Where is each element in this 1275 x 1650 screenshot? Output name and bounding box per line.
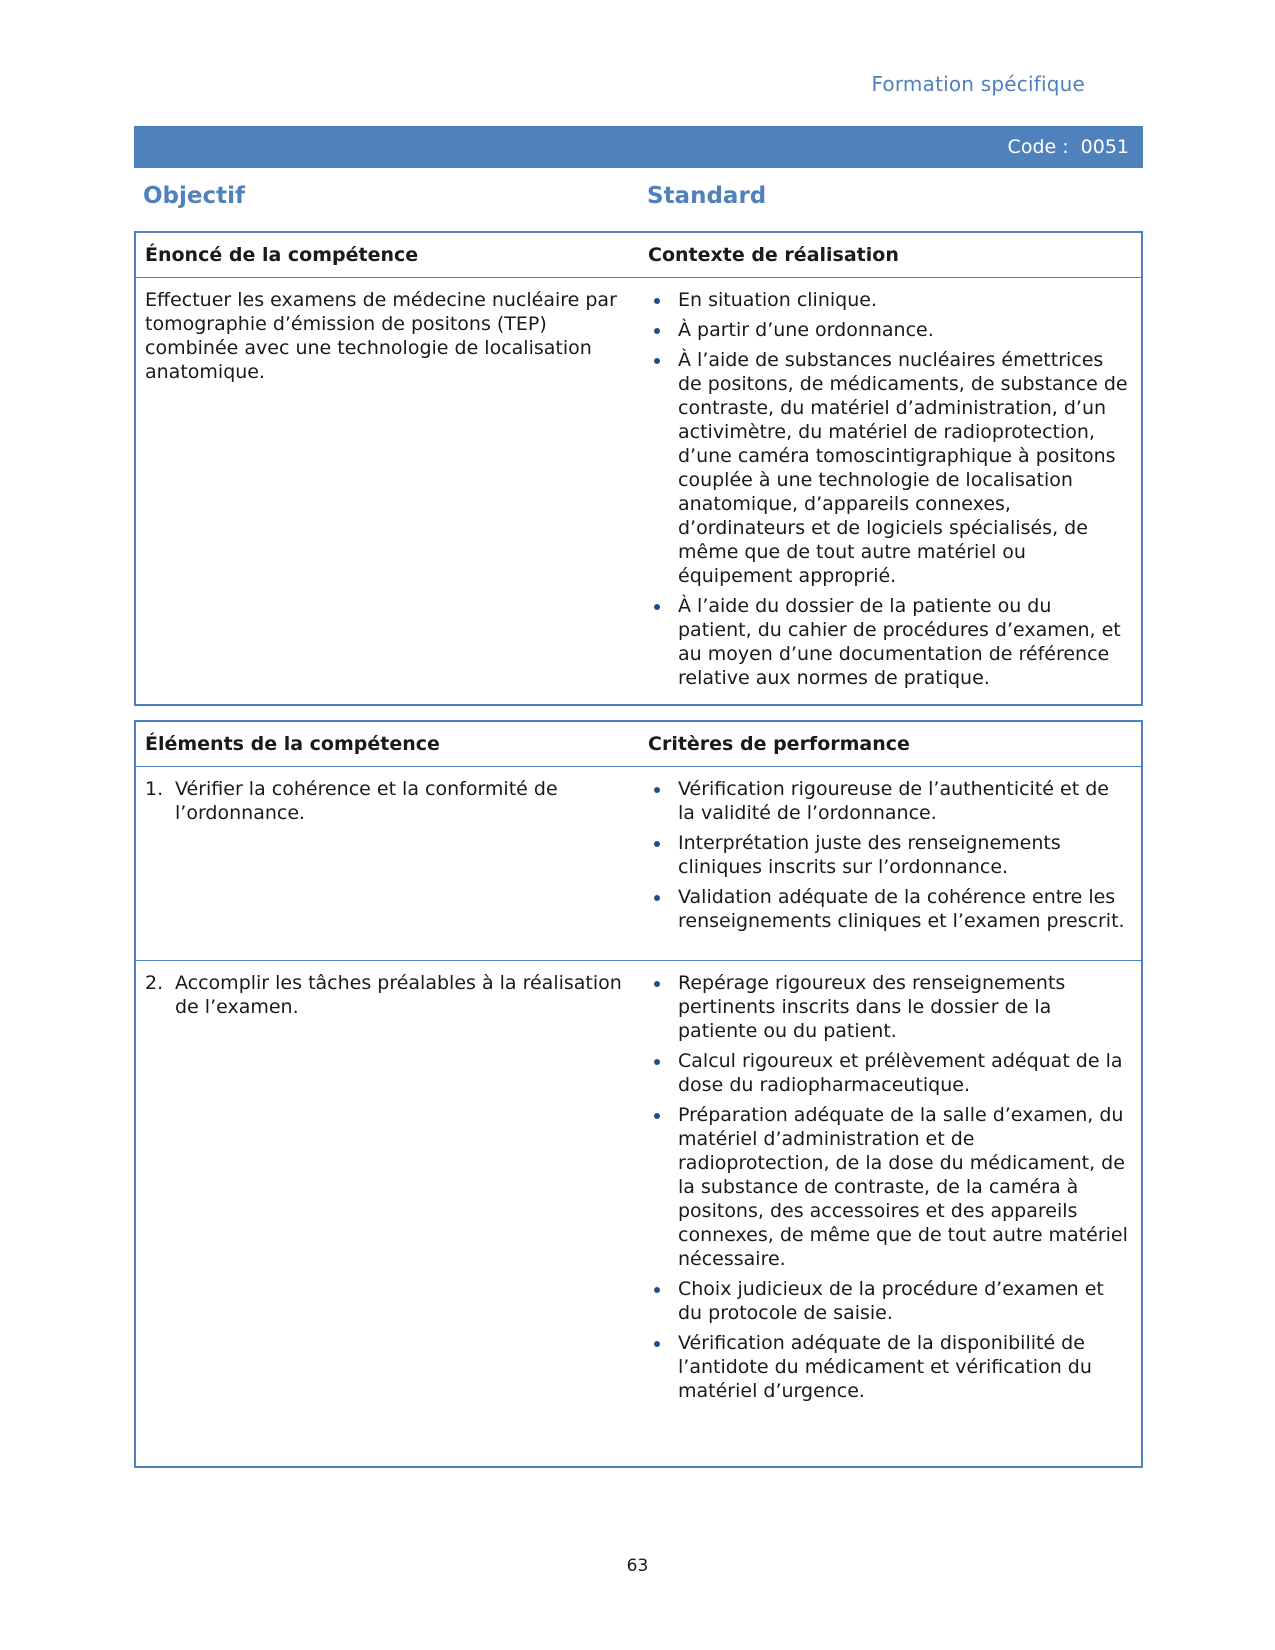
criteria-cell [637, 777, 1141, 960]
criteria-list [648, 777, 1131, 933]
element-1 [145, 777, 627, 825]
context-header: Contexte de réalisation [648, 244, 899, 266]
list-item: Repérage rigoureux des renseignements pertinents inscrits dans le dossier de la patiente ou du patient. [648, 971, 1131, 1043]
list-item: En situation clinique. [648, 288, 1131, 312]
list-item: Choix judicieux de la procédure d’examen et du protocole de saisie. [648, 1277, 1131, 1325]
table-header-row [136, 233, 1141, 278]
list-item: À l’aide du dossier de la patiente ou du patient, du cahier de procédures d’examen, et au moyen d’une documentation de référence relative aux normes de pratique. [648, 594, 1131, 690]
element-number: 1. [145, 778, 164, 800]
criteria-header: Critères de performance [648, 733, 910, 755]
running-title: Formation spécifique [871, 72, 1085, 96]
list-item: Calcul rigoureux et prélèvement adéquat de la dose du radiopharmaceutique. [648, 1049, 1131, 1097]
element-text: Vérifier la cohérence et la conformité de l’ordonnance. [175, 778, 558, 824]
elements-header: Éléments de la compétence [145, 733, 440, 755]
table-row [136, 960, 1141, 1409]
competence-statement-table [134, 231, 1143, 706]
statement-header: Énoncé de la compétence [145, 244, 419, 266]
code-value: 0051 [1080, 136, 1129, 158]
element-cell [136, 971, 637, 1409]
element-cell [136, 777, 637, 960]
code-bar [134, 126, 1143, 168]
context-list [648, 288, 1131, 690]
table-header-row [136, 722, 1141, 767]
element-text: Accomplir les tâches préalables à la réalisation de l’examen. [175, 972, 622, 1018]
list-item: À partir d’une ordonnance. [648, 318, 1131, 342]
list-item: Préparation adéquate de la salle d’examen, du matériel d’administration et de radioprotection, de la dose du médicament, de la substance de contraste, de la caméra à positons, des accessoires et des appareils connexes, de même que de tout autre matériel nécessaire. [648, 1103, 1131, 1271]
element-number: 2. [145, 972, 164, 994]
context-cell [637, 288, 1141, 696]
criteria-cell [637, 971, 1141, 1409]
list-item: Interprétation juste des renseignements cliniques inscrits sur l’ordonnance. [648, 831, 1131, 879]
competence-statement: Effectuer les examens de médecine nucléaire par tomographie d’émission de positons (TEP) combinée avec une technologie de localisation anatomique. [145, 289, 617, 383]
list-item: À l’aide de substances nucléaires émettrices de positons, de médicaments, de substance de contraste, du matériel d’administration, d’un activimètre, du matériel de radioprotection, d’une caméra tomoscintigraphique à positons couplée à une technologie de localisation anatomique, d’appareils connexes, d’ordinateurs et de logiciels spécialisés, de même que de tout autre matériel ou équipement approprié. [648, 348, 1131, 588]
list-item: Validation adéquate de la cohérence entre les renseignements cliniques et l’examen prescrit. [648, 885, 1131, 933]
table-row [136, 278, 1141, 696]
list-item: Vérification adéquate de la disponibilité de l’antidote du médicament et vérification du matériel d’urgence. [648, 1331, 1131, 1403]
competence-elements-table [134, 720, 1143, 1468]
objective-heading: Objectif [143, 183, 246, 209]
standard-heading: Standard [647, 183, 767, 209]
criteria-list [648, 971, 1131, 1403]
code-label: Code : [1007, 136, 1069, 158]
element-2 [145, 971, 627, 1019]
table-row [136, 767, 1141, 960]
page-number: 63 [626, 1556, 649, 1576]
list-item: Vérification rigoureuse de l’authenticité et de la validité de l’ordonnance. [648, 777, 1131, 825]
